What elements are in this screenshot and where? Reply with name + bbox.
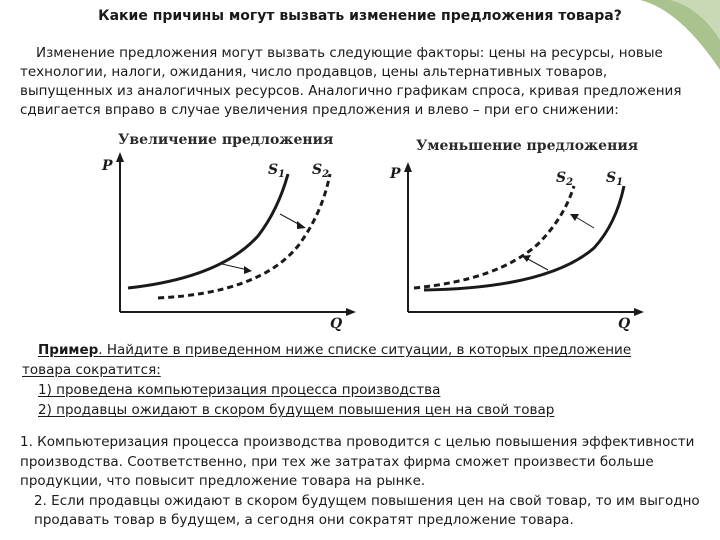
page-title: Какие причины могут вызвать изменение предложения товара? — [98, 8, 622, 24]
shift-arrow-upper — [574, 216, 594, 228]
shift-arrowhead-upper — [297, 221, 306, 229]
shift-arrowhead-lower — [522, 255, 531, 262]
example-item-1: 1) проведена компьютеризация процесса производства — [38, 382, 441, 398]
shift-arrowhead-lower — [244, 266, 252, 274]
curve-s2-label: $S_2$ — [312, 162, 330, 180]
example-item-2: 2) продавцы ожидают в скором будущем повышения цен на свой товар — [38, 402, 555, 418]
example-label: Пример — [38, 342, 99, 358]
x-axis-label: Q — [330, 316, 343, 332]
curve-s2 — [158, 174, 330, 298]
example-block — [22, 340, 682, 420]
x-axis-arrow — [346, 308, 356, 316]
curve-s2-label: $S_2$ — [556, 170, 574, 188]
curve-s1 — [424, 186, 624, 290]
y-axis-label: P — [390, 166, 401, 182]
curve-s1-label: $S_1$ — [606, 170, 624, 188]
example-question — [22, 340, 682, 360]
graph-title: Увеличение предложения — [118, 132, 334, 148]
shift-arrow-lower — [526, 258, 548, 270]
example-question-text: . Найдите в приведенном ниже списке ситуации, в которых предложение — [98, 342, 632, 358]
y-axis-arrow — [404, 162, 412, 172]
answer-block — [20, 433, 700, 531]
intro-text: Изменение предложения могут вызвать следующие факторы: цены на ресурсы, новые технологии, налоги, ожидания, число продавцов, цены альтернативных товаров, выпущенных из аналогичных ресурсов. Аналогично графикам спроса, кривая предложения сдвигается вправо в случае увеличения предложения и влево – при его снижении: — [20, 45, 682, 118]
x-axis-label: Q — [618, 316, 631, 332]
answer-paragraph-1: 1. Компьютеризация процесса производства проводится с целью повышения эффективности производства. Соответственно, при тех же затратах фирма сможет произвести больше продукции, что повысит предложение товара на рынке. — [20, 434, 695, 489]
graph-supply-decrease — [388, 128, 653, 333]
curve-s1 — [128, 174, 288, 288]
y-axis-arrow — [116, 152, 124, 162]
y-axis-label: P — [102, 158, 113, 174]
intro-paragraph — [20, 44, 700, 120]
curve-s1-label: $S_1$ — [268, 162, 286, 180]
example-question-cont: товара сократится: — [22, 362, 161, 378]
graph-title: Уменьшение предложения — [416, 138, 639, 154]
answer-paragraph-2: 2. Если продавцы ожидают в скором будущем повышения цен на свой товар, то им выгодно продавать товар в будущем, а сегодня они сократят предложение товара. — [34, 492, 700, 528]
shift-arrowhead-upper — [570, 214, 579, 221]
graph-supply-increase — [100, 128, 365, 333]
x-axis-arrow — [634, 308, 644, 316]
